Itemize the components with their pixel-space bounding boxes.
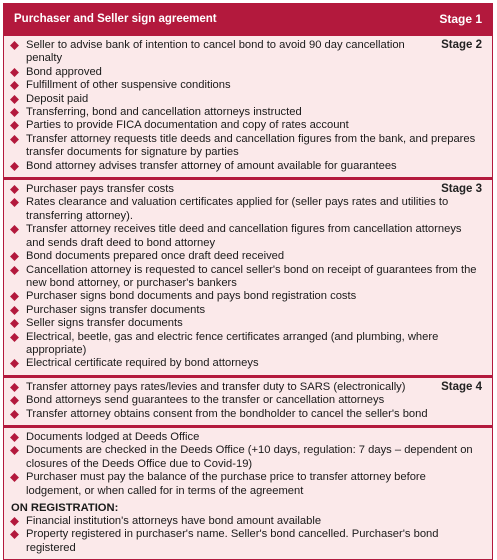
list-item [11, 381, 485, 394]
diamond-bullet-icon [10, 266, 19, 275]
list-item-text: Electrical certificate required by bond attorneys [26, 357, 259, 370]
diamond-bullet-icon [10, 530, 19, 539]
list-item [11, 183, 485, 196]
list-item-text: Fulfillment of other suspensive conditions [26, 79, 231, 92]
list-item [11, 515, 485, 528]
registration-list [11, 515, 485, 555]
list-item [11, 264, 485, 291]
list-item-text: Seller to advise bank of intention to cancel bond to avoid 90 day cancellation penalty [26, 39, 405, 65]
list-item-text: Seller signs transfer documents [26, 317, 183, 330]
list-item-text: Transfer attorney receives title deed and cancellation figures from cancellation attorneys and sends draft deed to bond attorney [26, 223, 462, 249]
list-item-text: Transfer attorney requests title deeds and cancellation figures from the bank, and prepares transfer documents for signature by parties [26, 132, 476, 159]
list-item [11, 471, 485, 498]
registration-heading: ON REGISTRATION: [11, 502, 119, 514]
final-list [11, 431, 485, 498]
list-item [11, 408, 485, 421]
diamond-bullet-icon [10, 252, 19, 261]
list-item-text: Bond attorneys send guarantees to the transfer or cancellation attorneys [26, 394, 385, 407]
stage-3-block [4, 177, 492, 375]
list-item-text: Bond documents prepared once draft deed received [26, 250, 285, 263]
list-item [11, 304, 485, 317]
list-item [11, 331, 485, 358]
list-item-text: Deposit paid [26, 92, 89, 105]
diamond-bullet-icon [10, 473, 19, 482]
list-item [11, 528, 485, 555]
list-item-text: Rates clearance and valuation certificates applied for (seller pays rates and utilities to transferring attorney). [26, 196, 449, 222]
diamond-bullet-icon [10, 359, 19, 368]
stage-2-block [4, 33, 492, 177]
list-item [11, 290, 485, 303]
list-item [11, 160, 485, 173]
list-item [11, 444, 485, 471]
diamond-bullet-icon [10, 95, 19, 104]
list-item-text: Parties to provide FICA documentation and copy of rates account [26, 119, 349, 132]
stage-3-label: Stage 3 [441, 183, 482, 196]
diamond-bullet-icon [10, 108, 19, 117]
list-item-text: Documents are checked in the Deeds Office (+10 days, regulation: 7 days – dependent on closures of the Deeds Office due to Covid-19) [26, 444, 473, 470]
list-item [11, 119, 485, 132]
diamond-bullet-icon [10, 517, 19, 526]
diamond-bullet-icon [10, 68, 19, 77]
diamond-bullet-icon [10, 383, 19, 392]
list-item [11, 39, 485, 66]
list-item [11, 223, 485, 250]
final-block [4, 425, 492, 559]
list-item [11, 106, 485, 119]
list-item [11, 133, 485, 160]
list-item [11, 357, 485, 370]
diamond-bullet-icon [10, 319, 19, 328]
list-item-text: Bond approved [26, 65, 102, 78]
list-item-text: Property registered in purchaser's name. Seller's bond cancelled. Purchaser's bond registered [26, 528, 439, 554]
list-item [11, 66, 485, 79]
diamond-bullet-icon [10, 41, 19, 50]
list-item-text: Documents lodged at Deeds Office [26, 430, 200, 443]
list-item [11, 196, 485, 223]
list-item [11, 250, 485, 263]
list-item-text: Transfer attorney pays rates/levies and transfer duty to SARS (electronically) [26, 380, 406, 393]
list-item-text: Cancellation attorney is requested to cancel seller's bond on receipt of guarantees from the new bond attorney, or purchaser's bankers [26, 263, 477, 289]
list-item [11, 317, 485, 330]
diamond-bullet-icon [10, 306, 19, 315]
list-item [11, 93, 485, 106]
header-title: Purchaser and Seller sign agreement [14, 12, 217, 25]
diamond-bullet-icon [10, 446, 19, 455]
list-item-text: Purchaser signs bond documents and pays bond registration costs [26, 290, 357, 303]
process-table [3, 3, 493, 560]
stage-4-label: Stage 4 [441, 380, 482, 393]
diamond-bullet-icon [10, 121, 19, 130]
stage-3-list [11, 183, 485, 371]
diamond-bullet-icon [10, 333, 19, 342]
diamond-bullet-icon [10, 185, 19, 194]
header-stage-label: Stage 1 [439, 11, 482, 26]
list-item-text: Electrical, beetle, gas and electric fence certificates arranged (and plumbing, where appropriate) [26, 330, 439, 356]
stage-2-label: Stage 2 [441, 39, 482, 51]
stage-2-list [11, 39, 485, 173]
diamond-bullet-icon [10, 433, 19, 442]
list-item-text: Financial institution's attorneys have bond amount available [26, 515, 322, 527]
list-item-text: Transferring, bond and cancellation attorneys instructed [26, 106, 302, 119]
stage-4-list [11, 381, 485, 421]
diamond-bullet-icon [10, 396, 19, 405]
diamond-bullet-icon [10, 225, 19, 234]
list-item-text: Purchaser must pay the balance of the purchase price to transfer attorney before lodgement, or when called for in terms of the agreement [26, 471, 426, 497]
list-item [11, 394, 485, 407]
list-item [11, 79, 485, 92]
diamond-bullet-icon [10, 199, 19, 208]
diamond-bullet-icon [10, 410, 19, 419]
diamond-bullet-icon [10, 81, 19, 90]
list-item-text: Purchaser pays transfer costs [26, 183, 174, 196]
list-item [11, 431, 485, 444]
diamond-bullet-icon [10, 162, 19, 171]
diamond-bullet-icon [10, 135, 19, 144]
list-item-text: Bond attorney advises transfer attorney of amount available for guarantees [26, 159, 397, 172]
table-header [4, 4, 492, 33]
diamond-bullet-icon [10, 292, 19, 301]
stage-4-block [4, 375, 492, 425]
list-item-text: Purchaser signs transfer documents [26, 303, 206, 316]
list-item-text: Transfer attorney obtains consent from the bondholder to cancel the seller's bond [26, 407, 428, 420]
